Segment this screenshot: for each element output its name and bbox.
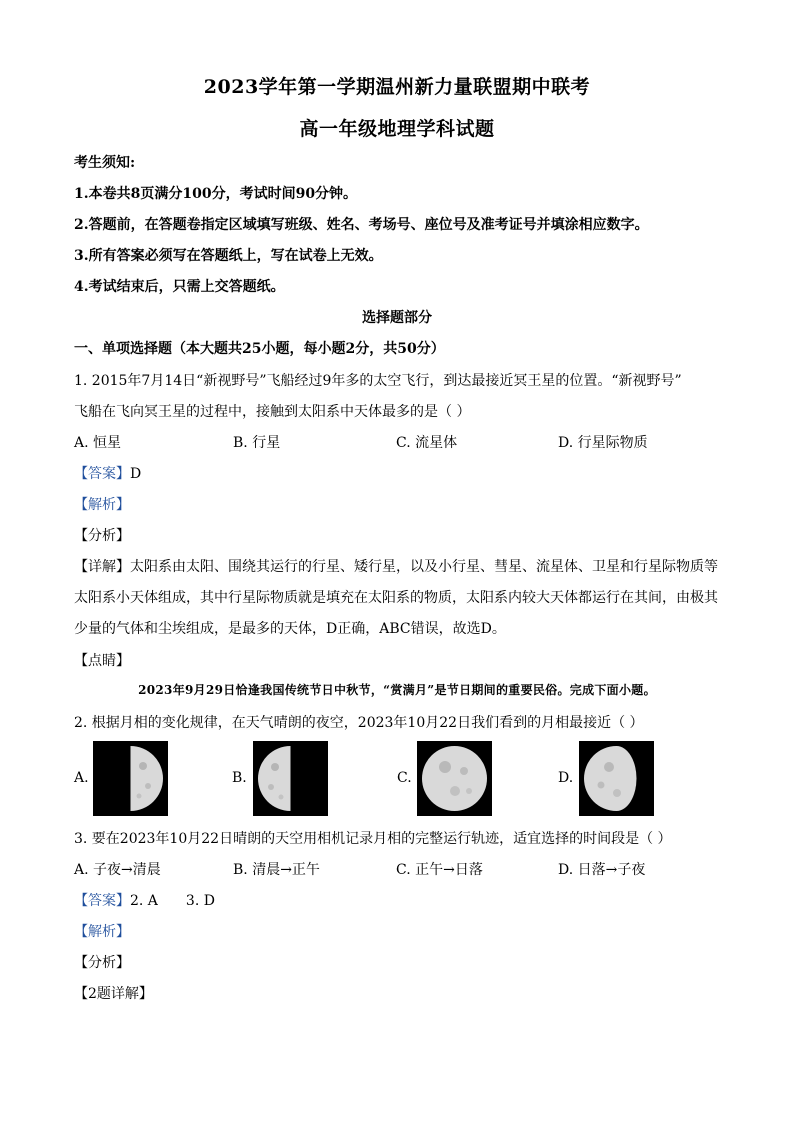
q1-stem-line1: 1. 2015年7月14日“新视野号”飞船经过9年多的太空飞行，到达最接近冥王星的位置。“新视野号” — [74, 373, 682, 389]
q1-option-c: C. 流星体 — [396, 435, 458, 451]
group-intro: 2023年9月29日恰逢我国传统节日中秋节，“赏满月”是节日期间的重要民俗。完成下面小题。 — [138, 683, 656, 697]
q2-q3-answers — [74, 890, 215, 910]
q3-stem: 3. 要在2023年10月22日晴朗的天空用相机记录月相的完整运行轨迹，适宜选择的时间段是（ ） — [74, 831, 672, 847]
answer-value-2: 2. A — [130, 893, 158, 909]
exam-title: 2023学年第一学期温州新力量联盟期中联考 — [203, 76, 591, 98]
q1-option-a: A. 恒星 — [74, 435, 122, 451]
moon-image-b — [253, 741, 328, 816]
q1-detail-line1 — [74, 556, 718, 576]
exam-subtitle: 高一年级地理学科试题 — [299, 118, 495, 140]
answer-tag: 【答案】 — [74, 466, 130, 482]
q1-option-d: D. 行星际物质 — [558, 435, 648, 451]
full-moon-icon — [417, 741, 492, 816]
q1-comment-tag: 【点睛】 — [74, 653, 130, 669]
q1-stem-line2: 飞船在飞向冥王星的过程中，接触到太阳系中天体最多的是（ ） — [74, 404, 471, 420]
section-heading: 一、单项选择题（本大题共25小题，每小题2分，共50分） — [74, 341, 445, 357]
first-quarter-moon-icon — [93, 741, 168, 816]
q2-label-a: A. — [74, 770, 89, 786]
detail-tag: 【详解】 — [74, 559, 130, 575]
moon-image-a — [93, 741, 168, 816]
moon-image-c — [417, 741, 492, 816]
notice-item-2: 2.答题前，在答题卷指定区域填写班级、姓名、考场号、座位号及准考证号并填涂相应数字。 — [74, 217, 649, 233]
notice-item-4: 4.考试结束后，只需上交答题纸。 — [74, 279, 285, 295]
section-label: 选择题部分 — [362, 310, 432, 326]
moon-image-d — [579, 741, 654, 816]
q2-analysis-tag: 【解析】 — [74, 924, 130, 940]
q2-fenxi-tag: 【分析】 — [74, 955, 130, 971]
last-quarter-moon-icon — [253, 741, 328, 816]
q2-stem: 2. 根据月相的变化规律，在天气晴朗的夜空，2023年10月22日我们看到的月相最接近（ ） — [74, 715, 644, 731]
q1-fenxi-tag: 【分析】 — [74, 528, 130, 544]
q3-option-c: C. 正午→日落 — [396, 862, 483, 878]
q2-detail-tag: 【2题详解】 — [74, 986, 153, 1002]
q3-option-a: A. 子夜→清晨 — [74, 862, 161, 878]
q1-answer — [74, 463, 141, 483]
answer-value-3: 3. D — [185, 893, 215, 909]
detail-text: 太阳系由太阳、围绕其运行的行星、矮行星，以及小行星、彗星、流星体、卫星和行星际物质等 — [130, 559, 718, 575]
q3-option-d: D. 日落→子夜 — [558, 862, 646, 878]
q2-label-b: B. — [232, 770, 247, 786]
answer-tag: 【答案】 — [74, 893, 130, 909]
q1-detail-line2: 太阳系小天体组成，其中行星际物质就是填充在太阳系的物质，太阳系内较大天体都运行在其间，由极其 — [74, 590, 718, 606]
notice-item-1: 1.本卷共8页满分100分，考试时间90分钟。 — [74, 186, 358, 202]
q1-option-b: B. 行星 — [233, 435, 281, 451]
q2-label-c: C. — [397, 770, 412, 786]
answer-value: D — [130, 466, 142, 482]
q1-detail-line3: 少量的气体和尘埃组成，是最多的天体，D正确，ABC错误，故选D。 — [74, 621, 506, 637]
q1-analysis-tag: 【解析】 — [74, 497, 130, 513]
waning-gibbous-moon-icon — [579, 741, 654, 816]
notice-item-3: 3.所有答案必须写在答题纸上，写在试卷上无效。 — [74, 248, 383, 264]
notice-heading: 考生须知: — [74, 155, 136, 171]
q3-option-b: B. 清晨→正午 — [233, 862, 320, 878]
q2-label-d: D. — [558, 770, 574, 786]
